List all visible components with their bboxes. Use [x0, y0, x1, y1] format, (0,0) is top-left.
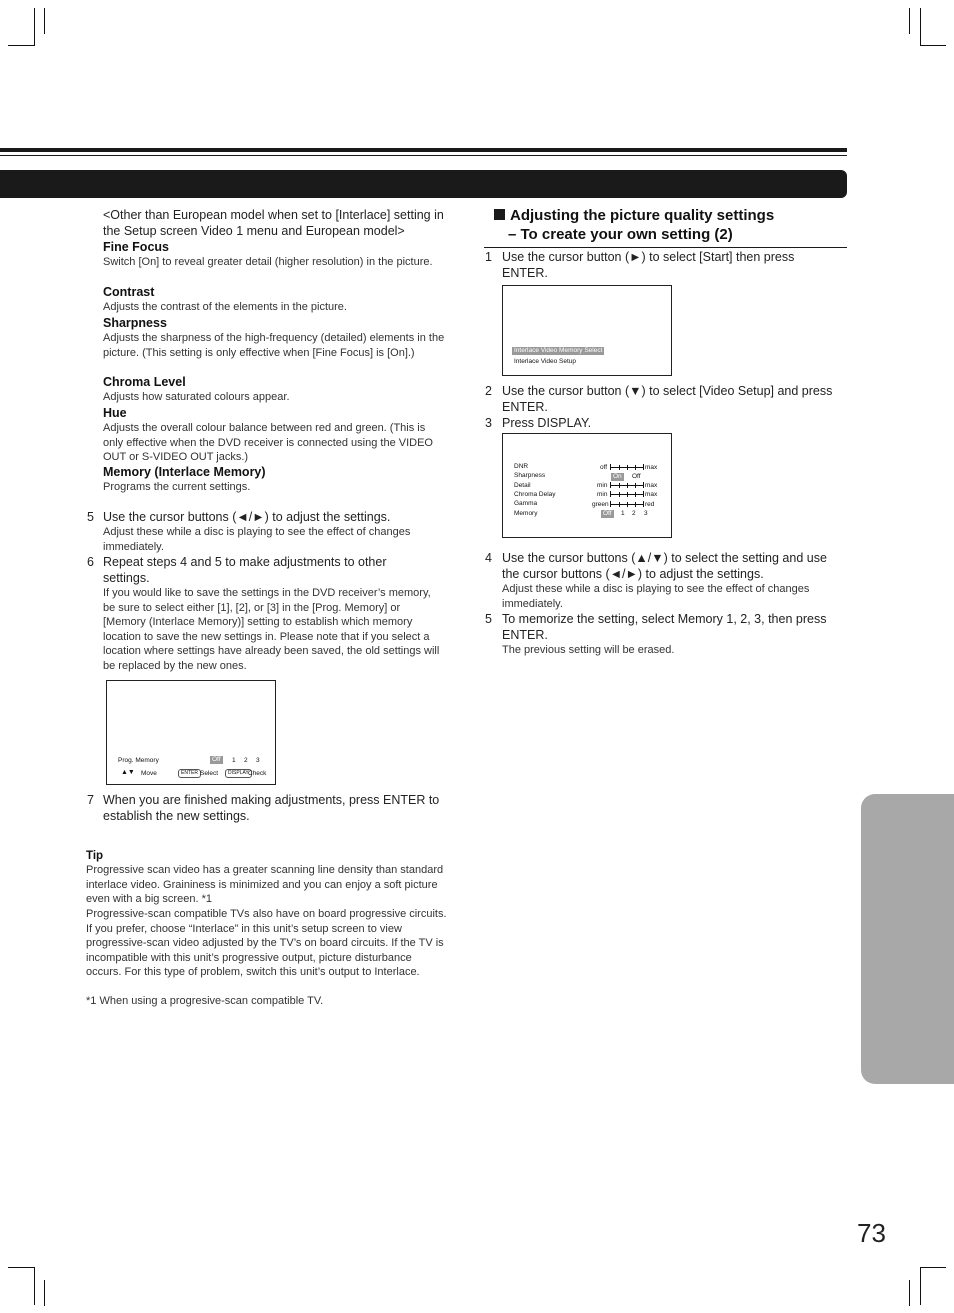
setting-desc: Programs the current settings.: [103, 481, 251, 493]
crop-mark: [920, 1267, 946, 1268]
crop-mark: [8, 1267, 34, 1268]
step-text: To memorize the setting, select Memory 1, 2, 3, then press ENTER.: [502, 612, 827, 642]
memory-option-2: 2: [244, 757, 248, 764]
tip-paragraph: Progressive-scan compatible TVs also have on board progressive circuits. If you prefer, choose “Interlace” in this unit’s setup screen to view progressive-scan video adjusted by the TV’s on board circuits. If the TV is incompatible with this unit’s progressive output, picture disturbance occurs. For this type of problem, switch this unit’s output to Interlace.: [86, 908, 447, 978]
setting-desc: Adjusts the overall colour balance between red and green. (This is only effective when the DVD receiver is connected using the VIDEO OUT or S-VIDEO OUT jacks.): [103, 422, 433, 463]
gamma-red-label: red: [645, 501, 655, 508]
step-number: 2: [485, 384, 492, 398]
header-rule-thin: [0, 155, 847, 156]
up-down-arrows-icon: ▲▼: [121, 769, 135, 776]
setting-name: Sharpness: [103, 316, 167, 330]
setting-name: Contrast: [103, 285, 155, 299]
step-text: Use the cursor button (►) to select [Start] then press ENTER.: [502, 250, 795, 280]
dnr-slider[interactable]: [610, 464, 644, 470]
dnr-max-label: max: [645, 464, 658, 471]
tip-footnote: *1 When using a progresive-scan compatible TV.: [86, 995, 324, 1007]
chroma-delay-slider[interactable]: [610, 491, 644, 497]
menu-item-memory-select: Interlace Video Memory Select: [514, 347, 603, 354]
crop-mark: [34, 1267, 35, 1305]
step-text: When you are finished making adjustments, press ENTER to establish the new settings.: [103, 793, 440, 823]
setting-label-detail: Detail: [514, 482, 531, 489]
side-tab: [861, 794, 954, 1084]
crop-mark: [920, 45, 946, 46]
memory-option-1: 1: [621, 510, 625, 517]
step-number: 5: [485, 612, 492, 626]
osd-screen-memory-select: [502, 285, 672, 376]
gamma-green-label: green: [592, 501, 609, 508]
chroma-min-label: min: [597, 491, 608, 498]
detail-slider[interactable]: [610, 482, 644, 488]
header-rule: [0, 148, 847, 152]
step-number: 5: [87, 510, 94, 524]
crop-mark: [909, 1280, 910, 1306]
memory-option-2: 2: [632, 510, 636, 517]
select-label: Select: [200, 770, 219, 777]
osd-screen-prog-memory: [106, 680, 276, 785]
move-label: Move: [141, 770, 157, 777]
setting-desc: Adjusts how saturated colours appear.: [103, 391, 290, 403]
step-text: Use the cursor buttons (▲/▼) to select the setting and use the cursor buttons (◄/►) to adjust the settings.: [502, 551, 827, 581]
memory-option-1: 1: [232, 757, 236, 764]
setting-desc: Switch [On] to reveal greater detail (higher resolution) in the picture.: [103, 256, 433, 268]
step-note: If you would like to save the settings in the DVD receiver’s memory, be sure to select either [1], [2], or [3] in the [Prog. Memory] or [Memory (Interlace Memory)] setting to establish which memory location to save the new settings in. Please note that if you select a location where settings have already been saved, the old settings will be replaced by the new ones.: [103, 587, 440, 672]
step-text: Press DISPLAY.: [502, 416, 592, 430]
tip-title: Tip: [86, 850, 104, 862]
step-number: 1: [485, 250, 492, 264]
setting-name: Chroma Level: [103, 375, 186, 389]
prog-memory-label: Prog. Memory: [118, 757, 159, 764]
menu-item-video-setup: Interlace Video Setup: [514, 358, 577, 365]
section-rule: [484, 247, 847, 248]
enter-button-icon: ENTER: [178, 769, 201, 778]
step-text: Repeat steps 4 and 5 to make adjustments to other settings.: [103, 555, 387, 585]
intro-text: <Other than European model when set to [Interlace] setting in the Setup screen Video 1 menu and European model>: [103, 208, 444, 238]
crop-mark: [8, 45, 34, 46]
setting-name: Memory (Interlace Memory): [103, 465, 266, 479]
section-subtitle: – To create your own setting (2): [508, 226, 733, 243]
memory-option-off: Off: [212, 756, 221, 763]
step-number: 6: [87, 555, 94, 569]
setting-label-sharpness: Sharpness: [514, 472, 546, 479]
detail-max-label: max: [645, 482, 658, 489]
header-bar: [0, 170, 847, 198]
detail-min-label: min: [597, 482, 608, 489]
tip-paragraph: Progressive scan video has a greater scanning line density than standard interlace video. Graininess is minimized and you can enjoy a soft picture even with a big screen. *1: [86, 864, 444, 905]
page-number: 73: [857, 1218, 886, 1248]
step-number: 3: [485, 416, 492, 430]
section-square-icon: [494, 209, 505, 220]
setting-name: Hue: [103, 406, 127, 420]
setting-name: Fine Focus: [103, 240, 169, 254]
setting-desc: Adjusts the contrast of the elements in the picture.: [103, 301, 347, 313]
step-number: 7: [87, 793, 94, 807]
chroma-max-label: max: [645, 491, 658, 498]
setting-label-memory: Memory: [514, 510, 538, 517]
memory-option-3: 3: [256, 757, 260, 764]
crop-mark: [34, 8, 35, 46]
step-note: Adjust these while a disc is playing to see the effect of changes immediately.: [103, 526, 411, 553]
sharpness-on-option: On: [613, 473, 622, 480]
crop-mark: [920, 8, 921, 46]
memory-option-3: 3: [644, 510, 648, 517]
step-text: Use the cursor buttons (◄/►) to adjust the settings.: [103, 510, 391, 524]
gamma-slider[interactable]: [610, 501, 644, 507]
display-button-icon: DISPLAY: [225, 769, 252, 778]
step-note: Adjust these while a disc is playing to see the effect of changes immediately.: [502, 583, 810, 610]
crop-mark: [920, 1267, 921, 1305]
crop-mark: [909, 8, 910, 34]
osd-screen-video-setup: [502, 433, 672, 538]
step-text: Use the cursor button (▼) to select [Video Setup] and press ENTER.: [502, 384, 833, 414]
setting-label-chroma-delay: Chroma Delay: [514, 491, 556, 498]
setting-label-gamma: Gamma: [514, 500, 538, 507]
step-note: The previous setting will be erased.: [502, 644, 675, 656]
check-label: Check: [248, 770, 267, 777]
crop-mark: [44, 8, 45, 34]
crop-mark: [44, 1280, 45, 1306]
sharpness-off-option: Off: [632, 473, 641, 480]
memory-option-off: Off: [603, 510, 612, 517]
step-number: 4: [485, 551, 492, 565]
setting-desc: Adjusts the sharpness of the high-frequency (detailed) elements in the picture. (This setting is only effective when [Fine Focus] is [On].): [103, 332, 445, 359]
setting-label-dnr: DNR: [514, 463, 529, 470]
section-title: Adjusting the picture quality settings: [510, 207, 775, 224]
dnr-min-label: off: [600, 464, 608, 471]
